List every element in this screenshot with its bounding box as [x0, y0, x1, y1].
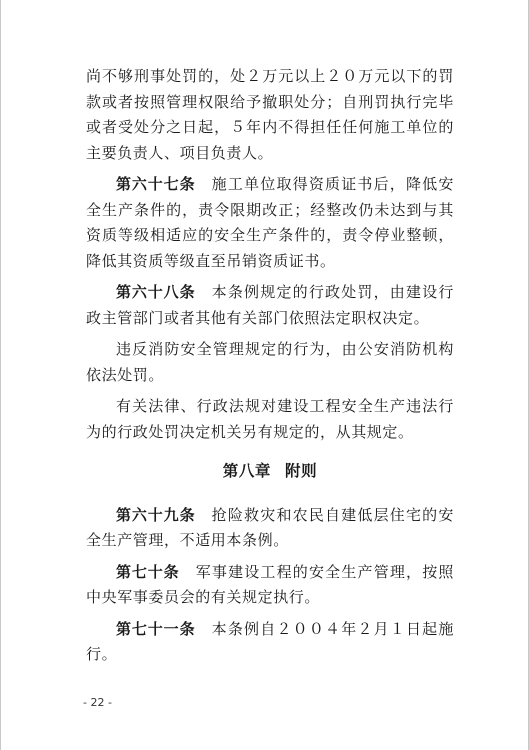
- paragraph-text: 违反消防安全管理规定的行为，由公安消防机构依法处罚。: [86, 340, 454, 384]
- chapter-title: 附则: [285, 462, 318, 480]
- article-number: 第六十九条: [116, 505, 196, 524]
- article-71: [86, 617, 454, 668]
- paragraph-text: 尚不够刑事处罚的，处２万元以上２０万元以下的罚款或者按照管理权限给予撤职处分；自刑罚执行完毕或者受处分之日起，５年内不得担任任何施工单位的主要负责人、项目负责人。: [86, 67, 454, 162]
- paragraph-other-laws: [86, 394, 454, 445]
- article-text: 本条例规定的行政处罚，由建设行政主管部门或者其他有关部门依照法定职权决定。: [86, 283, 454, 327]
- article-text: 施工单位取得资质证书后，降低安全生产条件的，责令限期改正；经整改仍未达到与其资质等级相适应的安全生产条件的，责令停业整顿，降低其资质等级直至吊销资质证书。: [86, 175, 454, 270]
- article-text: 抢险救灾和农民自建低层住宅的安全生产管理，不适用本条例。: [86, 505, 454, 549]
- document-body: [86, 64, 454, 674]
- article-70: [86, 560, 454, 611]
- article-number: 第七十条: [116, 562, 180, 581]
- article-68: [86, 280, 454, 331]
- article-number: 第六十八条: [116, 283, 196, 301]
- article-text: 军事建设工程的安全生产管理，按照中央军事委员会的有关规定执行。: [86, 562, 455, 606]
- page-number: - 22 -: [83, 696, 112, 709]
- article-number: 第七十一条: [116, 619, 196, 638]
- chapter-heading: [86, 459, 454, 485]
- paragraph-text: 有关法律、行政法规对建设工程安全生产违法行为的行政处罚决定机关另有规定的，从其规定。: [86, 397, 454, 441]
- paragraph-continuation: [86, 64, 454, 166]
- article-text: 本条例自２００４年２月１日起施行。: [86, 619, 454, 663]
- paragraph-fire-safety: [86, 337, 454, 388]
- article-69: [86, 503, 454, 554]
- article-67: [86, 172, 454, 274]
- article-number: 第六十七条: [116, 175, 196, 193]
- chapter-number: 第八章: [222, 462, 272, 480]
